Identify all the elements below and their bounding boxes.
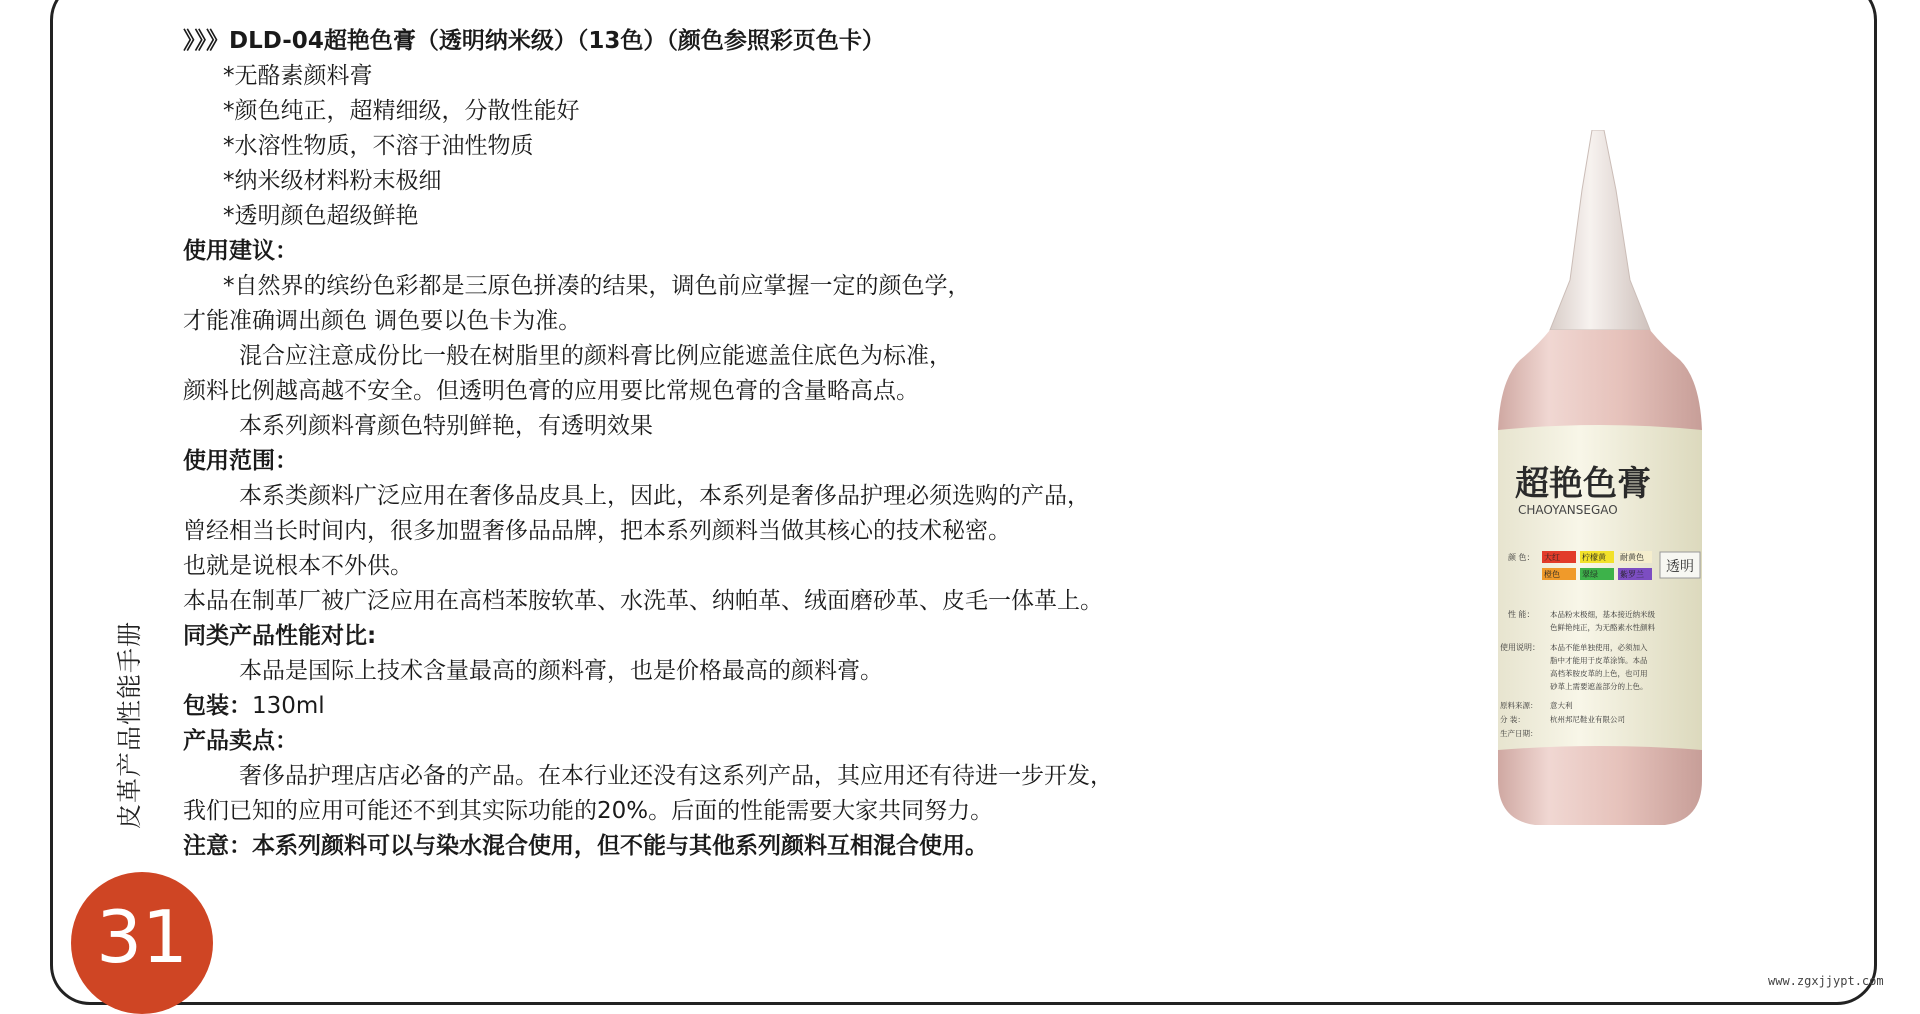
bottle-usage-label: 使用说明： bbox=[1500, 643, 1540, 652]
text-line: 我们已知的应用可能还不到其实际功能的20%。后面的性能需要大家共同努力。 bbox=[183, 798, 994, 824]
text-line: *自然界的缤纷色彩都是三原色拼凑的结果，调色前应掌握一定的颜色学， bbox=[223, 273, 971, 299]
text-line: 本系类颜料广泛应用在奢侈品皮具上，因此，本系列是奢侈品护理必须选购的产品， bbox=[239, 483, 1090, 509]
product-description bbox=[183, 24, 1283, 864]
bottle-label-line: 本品不能单独使用，必须加入 bbox=[1550, 643, 1648, 652]
text-line: 本品是国际上技术含量最高的颜料膏，也是价格最高的颜料膏。 bbox=[239, 658, 883, 684]
text-line: 曾经相当长时间内，很多加盟奢侈品品牌，把本系列颜料当做其核心的技术秘密。 bbox=[183, 518, 1011, 544]
bottle-swatch-label: 大红 bbox=[1544, 553, 1560, 562]
text-line: 混合应注意成份比一般在树脂里的颜料膏比例应能遮盖住底色为标准， bbox=[239, 343, 952, 369]
bottle-label-line: 砂革上需要遮盖部分的上色。 bbox=[1550, 682, 1648, 691]
text-line: 同类产品性能对比: bbox=[183, 623, 377, 649]
text-line: *水溶性物质，不溶于油性物质 bbox=[223, 133, 534, 159]
text-line: 奢侈品护理店店必备的产品。在本行业还没有这系列产品，其应用还有待进一步开发， bbox=[239, 763, 1113, 789]
text-line: 也就是说根本不外供。 bbox=[183, 553, 413, 579]
bottle-date-label: 生产日期： bbox=[1500, 729, 1538, 738]
text-line: *颜色纯正，超精细级，分散性能好 bbox=[223, 98, 580, 124]
bottle-swatch-label: 翠绿 bbox=[1582, 570, 1598, 579]
side-label bbox=[108, 612, 148, 838]
text-line: *纳米级材料粉末极细 bbox=[223, 168, 442, 194]
text-line: 产品卖点： bbox=[183, 728, 298, 754]
bottle-swatch-label: 柠檬黄 bbox=[1582, 553, 1606, 562]
page-number-badge bbox=[71, 872, 213, 1014]
bottle-maker-value: 杭州邦尼鞋业有限公司 bbox=[1550, 715, 1625, 724]
text-line: *透明颜色超级鲜艳 bbox=[223, 203, 419, 229]
bottle-swatch-label: 耐黄色 bbox=[1620, 553, 1644, 562]
bottle-brand-cn: 超艳色膏 bbox=[1515, 464, 1651, 504]
bottle-brand-en: CHAOYANSEGAO bbox=[1518, 503, 1618, 517]
bottle-label-line: 本品粉末极细，基本接近纳米级 bbox=[1550, 610, 1655, 619]
bottle-color-label: 颜 色： bbox=[1508, 553, 1535, 562]
bottle-origin-value: 意大利 bbox=[1550, 701, 1573, 710]
text-line: 本系列颜料膏颜色特别鲜艳，有透明效果 bbox=[239, 413, 653, 439]
text-line: 使用建议： bbox=[183, 238, 298, 264]
text-line: 使用范围： bbox=[183, 448, 298, 474]
bottle-swatch-label: 橙色 bbox=[1544, 570, 1560, 579]
watermark: www.zgxjjypt.com bbox=[1768, 974, 1884, 988]
text-line: 》》》DLD-04超艳色膏（透明纳米级）（13色）（颜色参照彩页色卡） bbox=[183, 28, 885, 54]
package-value: 130ml bbox=[252, 693, 325, 719]
bottle-maker-label: 分 装： bbox=[1500, 715, 1525, 724]
page-number: 31 bbox=[96, 895, 188, 979]
text-line: 注意：本系列颜料可以与染水混合使用，但不能与其他系列颜料互相混合使用。 bbox=[183, 833, 988, 859]
bottle-side-tag: 透明 bbox=[1666, 559, 1694, 575]
bottle-label-line: 色鲜艳纯正，为无酪素水性颜料 bbox=[1550, 623, 1655, 632]
bottle-cap bbox=[1550, 130, 1650, 330]
bottle-swatch-label: 紫罗兰 bbox=[1620, 570, 1644, 579]
package-label: 包装： bbox=[183, 693, 252, 719]
bottle-label-line: 高档苯胺皮革的上色，也可用 bbox=[1550, 669, 1648, 678]
text-line: 本品在制革厂被广泛应用在高档苯胺软革、水洗革、纳帕革、绒面磨砂革、皮毛一体革上。 bbox=[183, 588, 1103, 614]
side-label-text: 皮革产品性能手册 bbox=[115, 620, 145, 830]
product-bottle-image bbox=[1480, 130, 1720, 830]
text-line: 颜料比例越高越不安全。但透明色膏的应用要比常规色膏的含量略高点。 bbox=[183, 378, 919, 404]
bottle-label-line: 脂中才能用于皮革涂饰。本品 bbox=[1550, 656, 1648, 665]
bottle-perf-label: 性 能： bbox=[1508, 610, 1535, 619]
text-line: 才能准确调出颜色 调色要以色卡为准。 bbox=[183, 308, 582, 334]
text-line: *无酪素颜料膏 bbox=[223, 63, 373, 89]
text-line bbox=[183, 689, 1283, 724]
bottle-origin-label: 原料来源： bbox=[1500, 701, 1538, 710]
